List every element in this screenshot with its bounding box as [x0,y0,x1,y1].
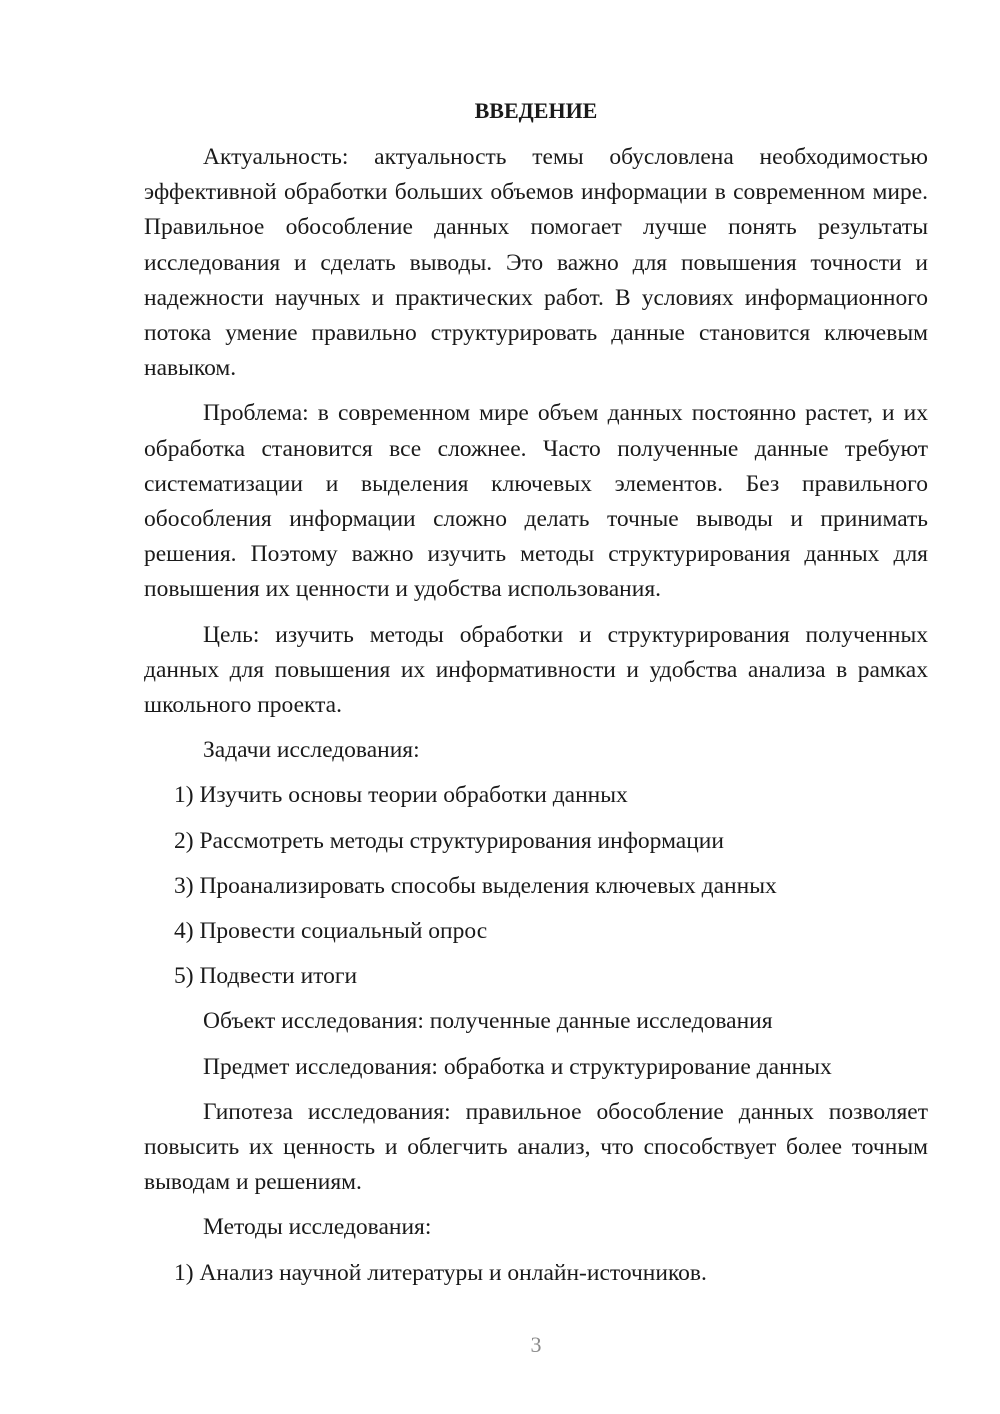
task-item: 4) Провести социальный опрос [174,918,488,945]
method-item: 1) Анализ научной литературы и онлайн-источников. [174,1259,707,1286]
methods-heading: Методы исследования: [203,1214,432,1241]
tasks-heading: Задачи исследования: [203,737,420,764]
page-number: 3 [530,1332,542,1357]
task-item: 3) Проанализировать способы выделения ключевых данных [174,872,777,899]
task-item: 2) Рассмотреть методы структурирования информации [174,827,724,854]
section-title: ВВЕДЕНИЕ [474,98,598,123]
hypothesis-paragraph: Гипотеза исследования: правильное обособление данных позволяет повысить их ценность и облегчить анализ, что способствует более точным выводам и решениям. [144,1098,928,1196]
subject-line: Предмет исследования: обработка и структурирование данных [203,1053,832,1080]
task-item: 1) Изучить основы теории обработки данных [174,782,628,809]
task-item: 5) Подвести итоги [174,963,358,990]
goal-paragraph: Цель: изучить методы обработки и структурирования полученных данных для повышения их информативности и удобства анализа в рамках школьного проекта. [144,621,928,719]
object-line: Объект исследования: полученные данные исследования [203,1008,773,1035]
page-content [144,96,928,1301]
problem-paragraph: Проблема: в современном мире объем данных постоянно растет, и их обработка становится все сложнее. Часто полученные данные требуют систематизации и выделения ключевых элементов. Без правильного обособления информации сложно делать точные выводы и принимать решения. Поэтому важно изучить методы структурирования данных для повышения их ценности и удобства использования. [144,400,928,603]
relevance-paragraph: Актуальность: актуальность темы обусловлена необходимостью эффективной обработки больших объемов информации в современном мире. Правильное обособление данных помогает лучше понять результаты исследования и сделать выводы. Это важно для повышения точности и надежности научных и практических работ. В условиях информационного потока умение правильно структурировать данные становится ключевым навыком. [144,144,928,382]
